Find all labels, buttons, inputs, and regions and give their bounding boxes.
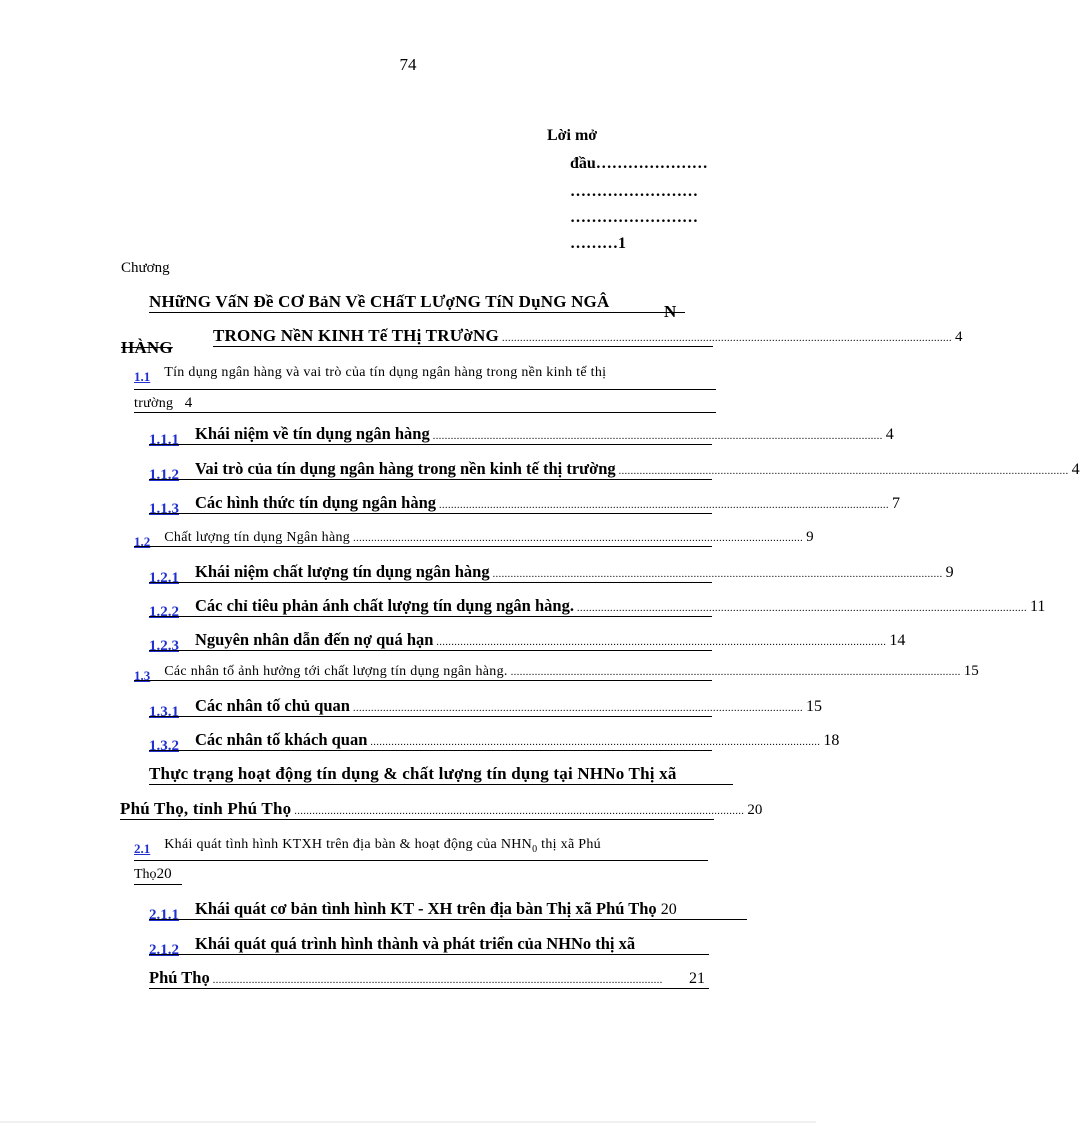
toc-number-link[interactable]: 1.1.3	[149, 501, 179, 517]
chapter1-title-line1: NHữNG VấN Đề CƠ BảN Về CHấT LƯợNG TíN DụNG NGÂ	[149, 292, 685, 313]
chapter1-title-n: N	[664, 302, 677, 321]
toc-entry-2-1-underline	[134, 860, 708, 861]
toc-entry-1-1-cont-underline	[134, 412, 716, 413]
toc-entry-2-1[interactable]	[134, 836, 708, 855]
page-number: 74	[399, 55, 417, 74]
toc-number-link[interactable]: 1.3	[134, 668, 151, 683]
toc-entry-1-1-2[interactable]: 1.1.2 Vai trò của tín dụng ngân hàng trong nền kinh tế thị trường ...................................................................................................................................................... 4	[149, 459, 1080, 483]
toc-number-link[interactable]: 2.1.1	[149, 907, 179, 923]
toc-entry-1-2[interactable]: 1.2 Chất lượng tín dụng Ngân hàng ...................................................................................................................................................... 9	[134, 529, 814, 549]
toc-number-link[interactable]: 2.1.2	[149, 942, 179, 958]
toc-entry-1-1-3[interactable]: 1.1.3 Các hình thức tín dụng ngân hàng ...................................................................................................................................................... 7	[149, 493, 900, 517]
toc-entry-1-1-1[interactable]: 1.1.1 Khái niệm về tín dụng ngân hàng ...................................................................................................................................................... 4	[149, 424, 894, 448]
toc-number-link[interactable]: 1.2.1	[149, 570, 179, 586]
toc-entry-2-1-2[interactable]: 2.1.2 Khái quát quá trình hình thành và phát triển của NHNo thị xã	[149, 934, 709, 955]
toc-entry-1-2-3[interactable]: 1.2.3 Nguyên nhân dẫn đến nợ quá hạn ...................................................................................................................................................... 14	[149, 630, 906, 654]
toc-number-link[interactable]: 1.2.3	[149, 638, 179, 654]
toc-entry-2-1-cont-underline	[134, 884, 182, 885]
toc-entry-1-3-2[interactable]: 1.3.2 Các nhân tố khách quan ...................................................................................................................................................... 18	[149, 730, 840, 754]
intro-line-4: ……………………	[570, 209, 698, 226]
toc-entry-2-1-text: Khái quát tình hình KTXH trên địa bàn & hoạt động của $NHN_0$ thị xã Phú	[164, 837, 601, 855]
toc-number-link[interactable]: 1.1.1	[149, 432, 179, 448]
toc-entry-1-1-underline	[134, 389, 716, 390]
toc-number-link[interactable]: 1.3.2	[149, 738, 179, 754]
intro-line-3: ……………………	[570, 183, 698, 200]
toc-number-link[interactable]: 1.2.2	[149, 604, 179, 620]
toc-number-link[interactable]: 1.1.2	[149, 467, 179, 483]
toc-entry-2-1-2-cont[interactable]: Phú Thọ ...................................................................................................................................................... 21	[149, 968, 709, 989]
chapter2-title-line1: Thực trạng hoạt động tín dụng & chất lượng tín dụng tại NHNo Thị xã	[149, 764, 733, 785]
toc-entry-2-1-1[interactable]: 2.1.1 Khái quát cơ bản tình hình KT - XH trên địa bàn Thị xã Phú Thọ 20	[149, 899, 747, 920]
toc-entry-1-1[interactable]: 1.1 Tín dụng ngân hàng và vai trò của tín dụng ngân hàng trong nền kinh tế thị	[134, 365, 607, 384]
chapter1-title-hang: HÀNG	[121, 338, 173, 357]
toc-number-link[interactable]: 1.2	[134, 534, 151, 549]
toc-number-link[interactable]: 1.3.1	[149, 704, 179, 720]
toc-number-link[interactable]: 2.1	[134, 841, 151, 856]
toc-entry-2-1-cont: Thọ20	[134, 866, 172, 882]
toc-number-link[interactable]: 1.1	[134, 369, 151, 384]
chapter-label: Chương	[121, 260, 170, 276]
chapter2-title-row[interactable]: Phú Thọ, tỉnh Phú Thọ ...................................................................................................................................................... 20	[120, 799, 763, 818]
toc-entry-1-3[interactable]: 1.3 Các nhân tố ảnh hưởng tới chất lượng tín dụng ngân hàng. ...................................................................................................................................................... 15	[134, 663, 979, 683]
intro-line-5: ………1	[570, 235, 626, 252]
toc-entry-1-3-1[interactable]: 1.3.1 Các nhân tố chủ quan ...................................................................................................................................................... 15	[149, 696, 822, 720]
intro-line-2: đầu…………………	[570, 155, 708, 172]
intro-line-1: Lời mở	[547, 127, 598, 144]
chapter1-title-row[interactable]: TRONG NềN KINH Tế THị TRƯờNG ...................................................................................................................................................... 4	[213, 326, 963, 345]
toc-entry-1-2-2[interactable]: 1.2.2 Các chỉ tiêu phản ánh chất lượng tín dụng ngân hàng. ...................................................................................................................................................... 11	[149, 596, 1046, 620]
toc-entry-1-2-1[interactable]: 1.2.1 Khái niệm chất lượng tín dụng ngân hàng ...................................................................................................................................................... 9	[149, 562, 954, 586]
toc-entry-1-1-cont: trường 4	[134, 395, 193, 411]
